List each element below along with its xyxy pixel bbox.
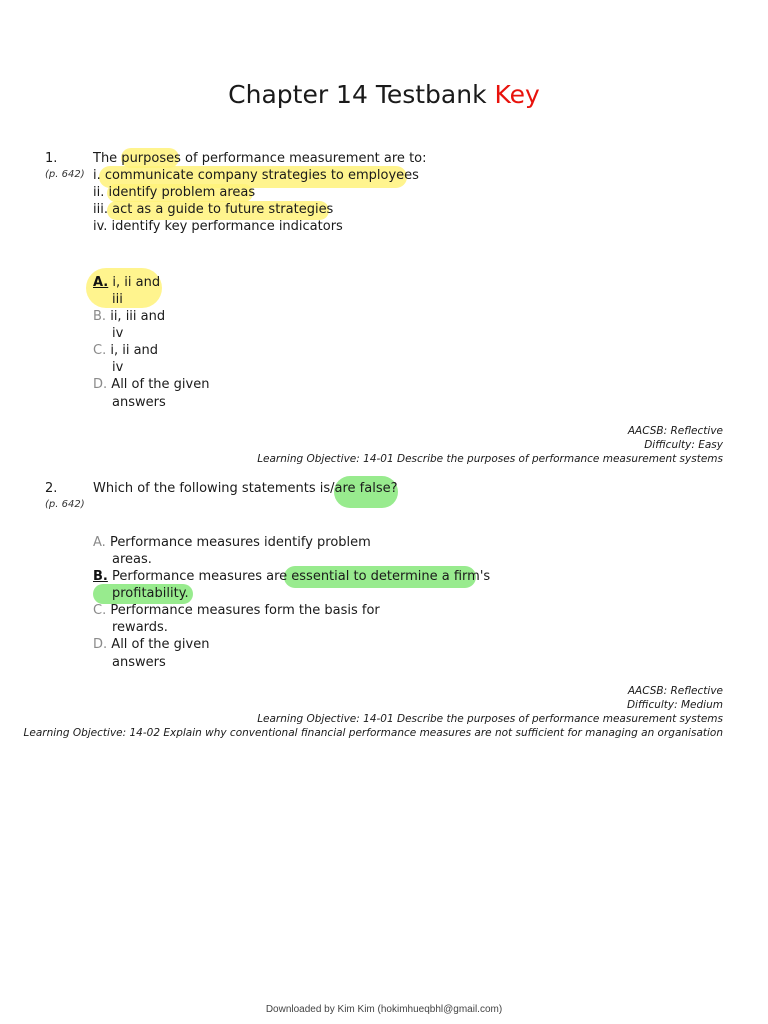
learning-objective: Learning Objective: 14-01 Describe the purposes of performance measurement systems (257, 713, 723, 725)
question-stem-line: i. communicate company strategies to employees (93, 168, 419, 183)
option-letter: A. (93, 275, 109, 290)
question-stem-line: ii. identify problem areas (93, 185, 256, 200)
option-letter: A. (93, 535, 106, 550)
answer-option (93, 534, 371, 551)
learning-objective: Learning Objective: 14-01 Describe the purposes of performance measurement systems (257, 453, 723, 465)
answer-option (93, 602, 380, 619)
page-reference: (p. 642) (45, 499, 85, 510)
option-letter: C. (93, 603, 107, 618)
answer-option (93, 274, 160, 291)
answer-option (93, 568, 490, 585)
question-number: 1. (45, 151, 58, 166)
option-letter: B. (93, 569, 108, 584)
option-text-continued: answers (112, 395, 166, 410)
option-letter: C. (93, 343, 107, 358)
question-stem-line: iii. act as a guide to future strategies (93, 202, 334, 217)
page-title (0, 80, 768, 109)
option-text-continued: rewards. (112, 620, 168, 635)
option-text: Performance measures identify problem (109, 535, 371, 550)
download-footer: Downloaded by Kim Kim (hokimhueqbhl@gmail.com) (265, 1004, 503, 1015)
option-text: i, ii and (112, 275, 161, 290)
question-number: 2. (45, 481, 58, 496)
title-main: Chapter 14 Testbank (228, 80, 487, 109)
option-text: ii, iii and (110, 309, 166, 324)
answer-option (93, 308, 165, 325)
difficulty-tag: Difficulty: Easy (644, 439, 723, 451)
option-text: Performance measures form the basis for (110, 603, 380, 618)
question-metadata (257, 424, 723, 466)
option-text-continued: answers (112, 655, 166, 670)
aacsb-tag: AACSB: Reflective (627, 685, 723, 697)
answer-option (93, 376, 209, 393)
difficulty-tag: Difficulty: Medium (626, 699, 723, 711)
option-text: All of the given (111, 377, 210, 392)
aacsb-tag: AACSB: Reflective (627, 425, 723, 437)
option-text-continued: iv (112, 326, 124, 341)
option-text: i, ii and (110, 343, 159, 358)
question-metadata (24, 684, 723, 740)
page-reference: (p. 642) (45, 169, 85, 180)
question-stem-line: iv. identify key performance indicators (93, 219, 343, 234)
option-text-continued: areas. (112, 552, 152, 567)
option-letter: D. (93, 377, 108, 392)
option-text-continued: profitability. (112, 586, 189, 601)
learning-objective: Learning Objective: 14-02 Explain why conventional financial performance measures are not sufficient for managing an organisation (23, 727, 723, 739)
option-text: Performance measures are essential to determine a firm's (112, 569, 491, 584)
option-letter: D. (93, 637, 108, 652)
answer-option (93, 636, 209, 653)
option-text: All of the given (111, 637, 210, 652)
question-stem-line: The purposes of performance measurement are to: (93, 151, 427, 166)
title-accent: Key (494, 80, 540, 109)
option-text-continued: iv (112, 360, 124, 375)
question-stem-line: Which of the following statements is/are false? (93, 481, 398, 496)
option-text-continued: iii (112, 292, 123, 307)
option-letter: B. (93, 309, 107, 324)
answer-option (93, 342, 158, 359)
